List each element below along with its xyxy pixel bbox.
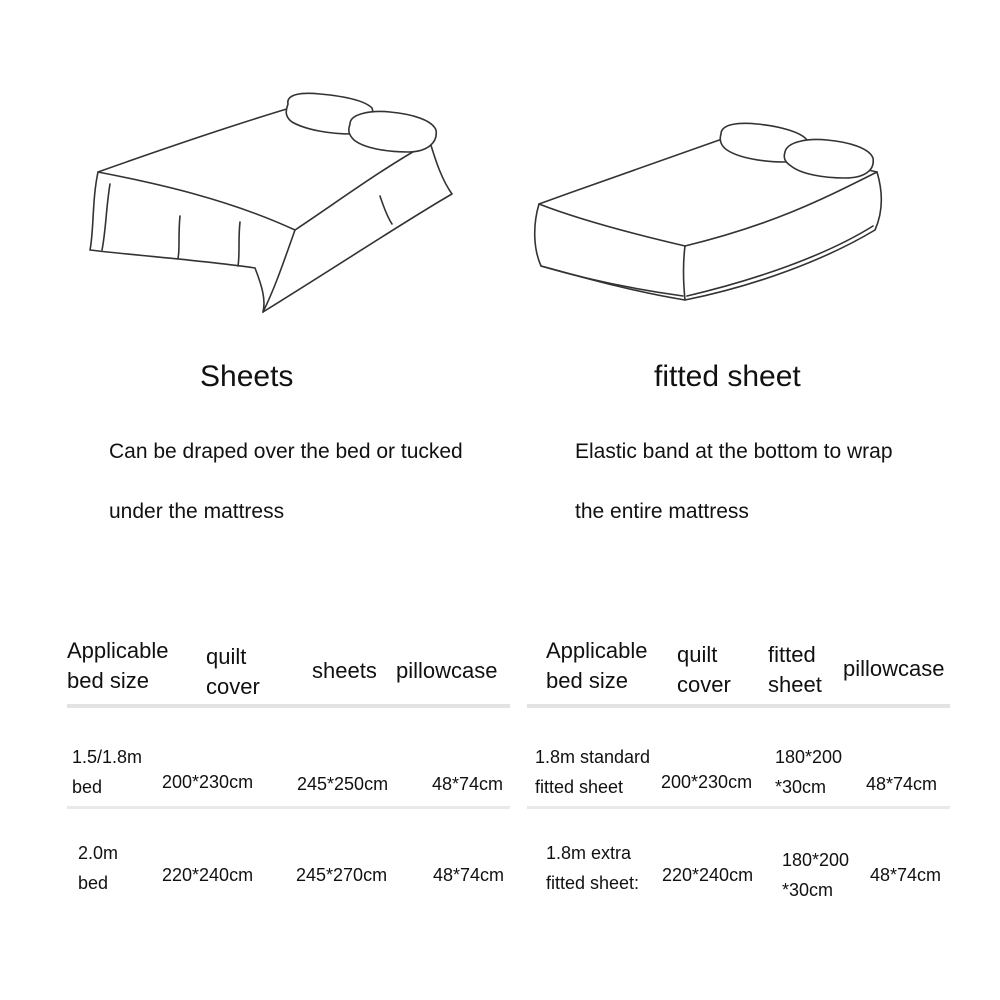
row-pillow: 48*74cm [433,865,505,885]
header-quilt-cover [677,640,731,700]
header-bed-size-line-2: bed size [67,668,149,693]
header-quilt-line-2: cover [206,674,260,699]
row-sheets: 245*250cm [297,774,389,794]
row-bed-size-line-2: fitted sheet: [546,873,640,893]
row-pillow: 48*74cm [866,774,938,794]
row-bed-size-line-1: 1.8m standard [535,747,651,767]
header-fitted-sheet [768,640,822,700]
fitted-sheet-title: fitted sheet [654,360,801,393]
row-bed-size-line-1: 2.0m [78,843,119,863]
row-quilt: 220*240cm [162,865,254,885]
header-quilt-line-2: cover [677,672,731,697]
row-fitted-line-1: 180*200 [775,747,843,767]
row-quilt: 200*230cm [661,772,753,792]
sheets-title: Sheets [200,360,294,393]
header-bed-size-line-1: Applicable [67,638,169,663]
header-bed-size-line-2: bed size [546,668,628,693]
header-bed-size [67,636,169,696]
header-fitted-line-2: sheet [768,672,822,697]
header-pillowcase: pillowcase [843,656,945,681]
fitted-sheet-bed-icon [525,120,895,320]
row-quilt: 220*240cm [662,865,754,885]
row-bed-size [78,838,118,898]
row-bed-size [72,742,142,802]
fitted-desc-line-1: Elastic band at the bottom to wrap [575,440,893,463]
row-fitted [782,845,849,905]
table-divider [527,704,950,708]
row-bed-size-line-1: 1.8m extra [546,843,632,863]
table-divider [67,806,510,809]
header-bed-size [546,636,648,696]
row-sheets: 245*270cm [296,865,388,885]
flat-sheet-bed-icon [80,90,470,320]
sheets-desc-line-1: Can be draped over the bed or tucked [109,440,463,463]
table-divider [67,704,510,708]
row-bed-size-line-2: bed [78,873,109,893]
fitted-desc-line-2: the entire mattress [575,500,749,523]
header-quilt-line-1: quilt [677,642,718,667]
row-bed-size-line-1: 1.5/1.8m [72,747,143,767]
row-quilt: 200*230cm [162,772,254,792]
row-fitted-line-2: *30cm [782,880,834,900]
sheets-desc-line-2: under the mattress [109,500,285,523]
header-pillowcase: pillowcase [396,658,498,683]
header-fitted-line-1: fitted [768,642,816,667]
row-pillow: 48*74cm [870,865,942,885]
row-fitted-line-2: *30cm [775,777,827,797]
header-bed-size-line-1: Applicable [546,638,648,663]
header-quilt-line-1: quilt [206,644,247,669]
header-quilt-cover [206,642,260,702]
row-bed-size-line-2: fitted sheet [535,777,624,797]
table-divider [527,806,950,809]
row-bed-size-line-2: bed [72,777,103,797]
row-fitted [775,742,842,802]
header-sheets: sheets [312,658,377,683]
row-pillow: 48*74cm [432,774,504,794]
row-fitted-line-1: 180*200 [782,850,850,870]
row-bed-size [546,838,639,898]
row-bed-size [535,742,650,802]
